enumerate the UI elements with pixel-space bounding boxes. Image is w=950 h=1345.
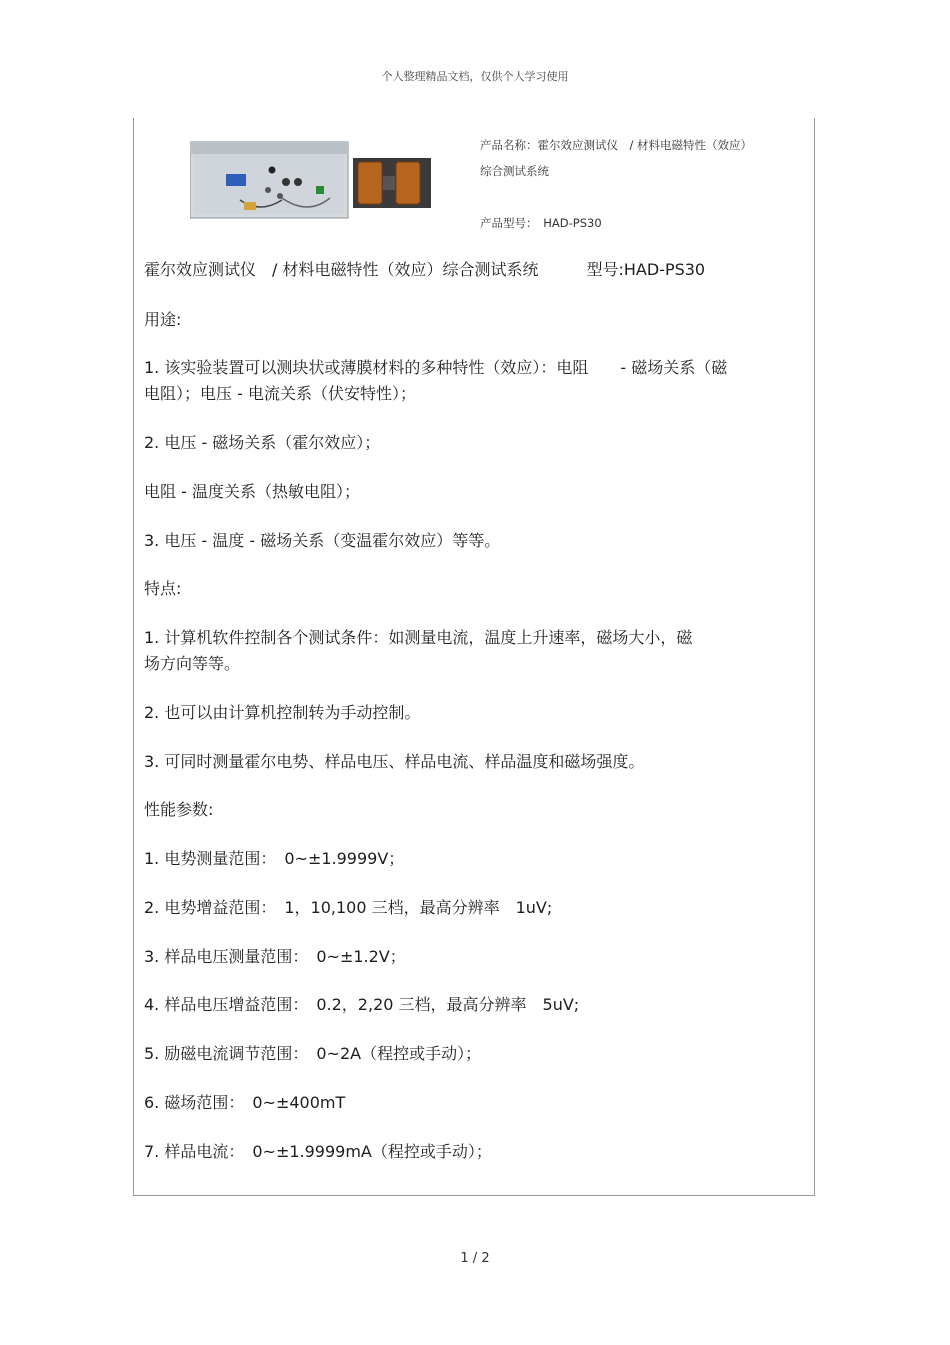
features-heading: 特点: bbox=[144, 579, 182, 598]
param-item-7: 7. 样品电流： 0~±1.9999mA（程控或手动）； bbox=[144, 1142, 492, 1161]
page-header-note: 个人整理精品文档，仅供个人学习使用 bbox=[381, 70, 569, 83]
param-item-1: 1. 电势测量范围： 0~±1.9999V； bbox=[144, 849, 405, 868]
usage-heading: 用途: bbox=[144, 310, 182, 329]
electromagnet bbox=[353, 158, 431, 208]
feature-item-1-line-1: 1. 计算机软件控制各个测试条件：如测量电流，温度上升速率，磁场大小，磁 bbox=[144, 628, 693, 647]
usage-item-1-line-2: 电阻）；电压 - 电流关系（伏安特性）； bbox=[144, 384, 416, 403]
params-heading: 性能参数: bbox=[144, 800, 214, 819]
feature-item-1-line-2: 场方向等等。 bbox=[144, 654, 241, 673]
product-photo bbox=[190, 140, 432, 220]
param-item-3: 3. 样品电压测量范围： 0~±1.2V； bbox=[144, 947, 406, 966]
product-name-line-1: 产品名称：霍尔效应测试仪 / 材料电磁特性（效应） bbox=[480, 138, 753, 152]
instrument-unit bbox=[190, 142, 348, 218]
param-item-4: 4. 样品电压增益范围： 0.2，2,20 三档，最高分辨率 5uV; bbox=[144, 995, 580, 1014]
feature-item-2: 2. 也可以由计算机控制转为手动控制。 bbox=[144, 703, 421, 722]
param-item-6: 6. 磁场范围： 0~±400mT bbox=[144, 1093, 346, 1112]
document-title: 霍尔效应测试仪 / 材料电磁特性（效应）综合测试系统 型号:HAD-PS30 bbox=[144, 260, 706, 279]
param-item-2: 2. 电势增益范围： 1，10,100 三档，最高分辨率 1uV; bbox=[144, 898, 553, 917]
usage-item-2b: 电阻 - 温度关系（热敏电阻）； bbox=[144, 482, 360, 501]
usage-item-2: 2. 电压 - 磁场关系（霍尔效应）； bbox=[144, 433, 381, 452]
product-name-line-2: 综合测试系统 bbox=[480, 164, 549, 178]
content-box bbox=[133, 118, 815, 1196]
param-item-5: 5. 励磁电流调节范围： 0~2A（程控或手动）； bbox=[144, 1044, 482, 1063]
product-model-line: 产品型号： HAD-PS30 bbox=[480, 216, 602, 230]
page-number: 1 / 2 bbox=[460, 1251, 490, 1266]
feature-item-3: 3. 可同时测量霍尔电势、样品电压、样品电流、样品温度和磁场强度。 bbox=[144, 752, 645, 771]
usage-item-1-line-1: 1. 该实验装置可以测块状或薄膜材料的多种特性（效应）：电阻 - 磁场关系（磁 bbox=[144, 358, 728, 377]
usage-item-3: 3. 电压 - 温度 - 磁场关系（变温霍尔效应）等等。 bbox=[144, 531, 501, 550]
